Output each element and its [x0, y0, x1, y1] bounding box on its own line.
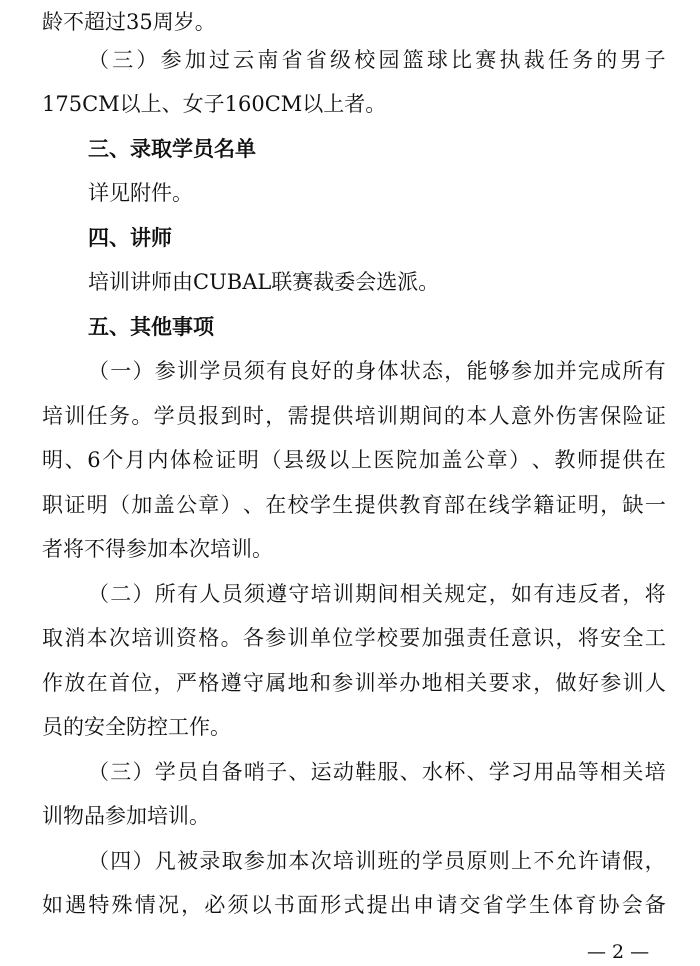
- text-line: 如 遇 特 殊 情 况 ， 必 须 以 书 面 形 式 提 出 申 请 交 省 学 生 体 育 协 会 备: [42, 893, 666, 917]
- text-line: （ 四 ） 凡 被 录 取 参 加 本 次 培 训 班 的 学 员 原 则 上 不 允 许 请 假 ，: [88, 849, 666, 873]
- section-heading-admission-list: 三、录取学员名单: [88, 136, 256, 161]
- text-line: （ 三 ） 参 加 过 云 南 省 省 级 校 园 篮 球 比 赛 执 裁 任 务 的 男 子: [88, 48, 666, 72]
- text-line: 培训讲师由CUBAL联赛裁委会选派。: [88, 270, 440, 294]
- text-line: 取 消 本 次 培 训 资 格 。 各 参 训 单 位 学 校 要 加 强 责 任 意 识 ， 将 安 全 工: [42, 626, 666, 650]
- text-line: 员的安全防控工作。: [42, 715, 231, 739]
- text-line: （ 二 ） 所 有 人 员 须 遵 守 培 训 期 间 相 关 规 定 ， 如 有 违 反 者 ， 将: [88, 582, 666, 606]
- page-number: — 2 —: [587, 941, 650, 963]
- text-line: （ 一 ） 参 训 学 员 须 有 良 好 的 身 体 状 态 ， 能 够 参 加 并 完 成 所 有: [88, 359, 666, 383]
- section-heading-lecturer: 四、讲师: [88, 225, 172, 250]
- text-line: 训物品参加培训。: [42, 804, 210, 828]
- text-line: 职 证 明 （ 加 盖 公 章 ） 、 在 校 学 生 提 供 教 育 部 在 线 学 籍 证 明 ， 缺 一: [42, 493, 666, 517]
- text-line: （ 三 ） 学 员 自 备 哨 子 、 运 动 鞋 服 、 水 杯 、 学 习 用 品 等 相 关 培: [88, 760, 666, 784]
- text-line: 龄不超过35周岁。: [42, 10, 216, 34]
- text-line: 作 放 在 首 位 ， 严 格 遵 守 属 地 和 参 训 举 办 地 相 关 要 求 ， 做 好 参 训 人: [42, 671, 666, 695]
- text-line: 明 、 6 个 月 内 体 检 证 明 （ 县 级 以 上 医 院 加 盖 公 章 ） 、 教 师 提 供 在: [42, 448, 666, 472]
- text-line: 175CM以上、女子160CM以上者。: [42, 92, 387, 116]
- text-line: 详见附件。: [88, 181, 193, 205]
- section-heading-other-matters: 五、其他事项: [88, 314, 214, 339]
- text-line: 者将不得参加本次培训。: [42, 537, 273, 561]
- text-line: 培 训 任 务 。 学 员 报 到 时 ， 需 提 供 培 训 期 间 的 本 人 意 外 伤 害 保 险 证: [42, 404, 666, 428]
